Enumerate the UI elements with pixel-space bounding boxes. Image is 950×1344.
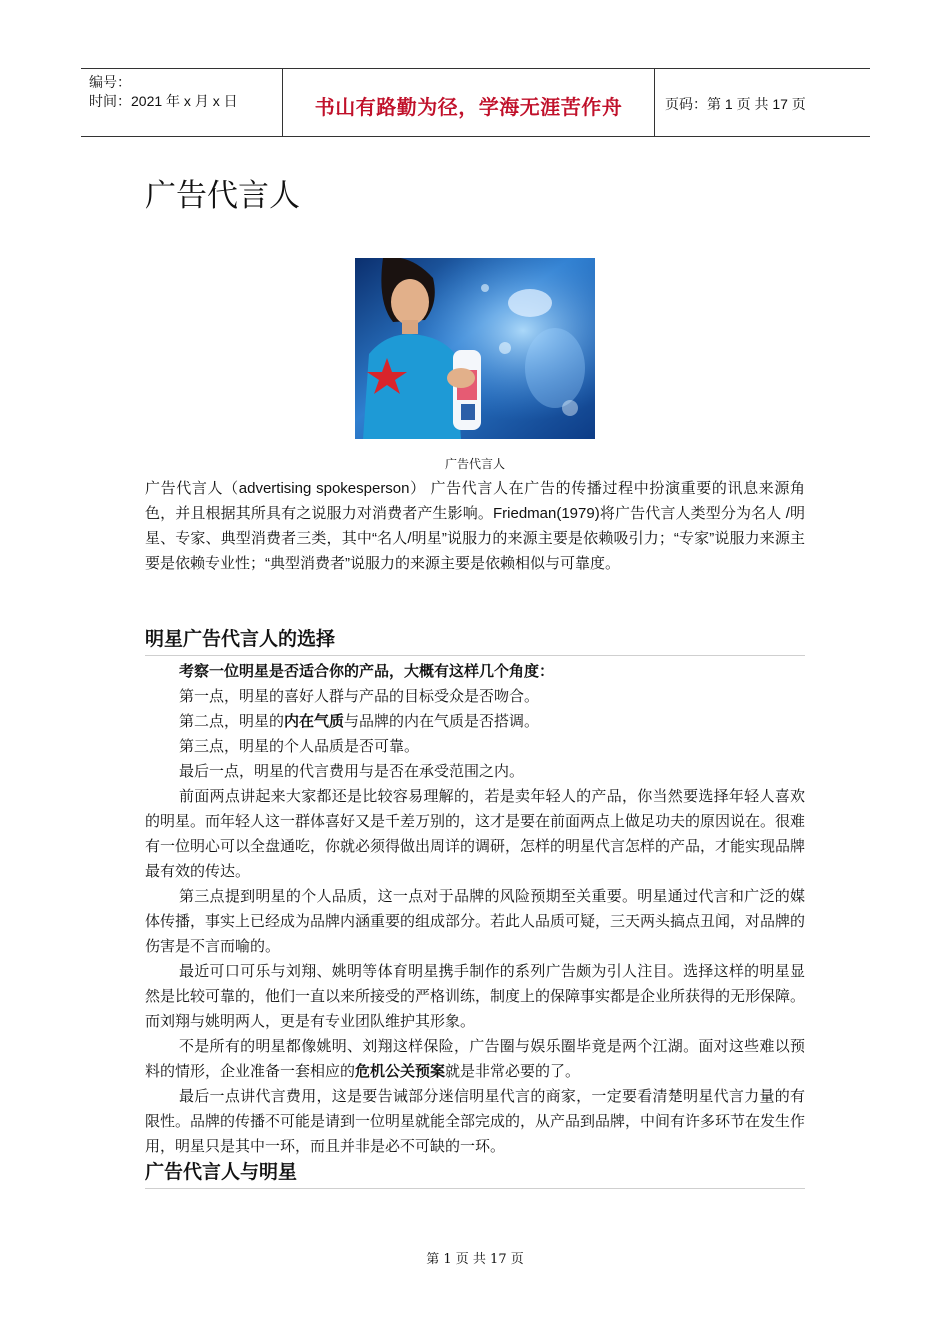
spokesperson-photo [355,258,595,439]
document-date-label: 时间：2021 年 x 月 x 日 [89,93,238,109]
body-paragraph: 最后一点讲代言费用，这是要告诫部分迷信明星代言的商家，一定要看清楚明星代言力量的有限性。品牌的传播不可能是请到一位明星就能全部完成的，从产品到品牌，中间有许多环节在发生作用，明星只是其中一环，而且并非是必不可缺的一环。 [145,1087,806,1155]
section-body [145,659,805,1159]
document-header [81,68,870,137]
body-paragraph: 前面两点讲起来大家都还是比较容易理解的，若是卖年轻人的产品，你当然要选择年轻人喜欢的明星。而年轻人这一群体喜好又是千差万别的，这才是要在前面两点上做足功夫的原因说在。很难有一位明心可以全盘通吃，你就必须得做出周详的调研，怎样的明星代言怎样的产品，才能实现品牌最有效的传达。 [145,787,806,880]
text-run: 与品牌的内在气质是否搭调。 [344,712,540,730]
header-meta-cell [81,69,283,136]
header-motto: 书山有路勤为径，学海无涯苦作舟 [314,95,623,119]
section-heading-celebrity-selection: 明星广告代言人的选择 [145,624,805,656]
bold-keyword: 危机公关预案 [355,1062,446,1080]
text-run: 就是非常必要的了。 [445,1062,581,1080]
criteria-item [145,709,805,734]
criteria-item: 第一点，明星的喜好人群与产品的目标受众是否吻合。 [179,687,540,705]
section-heading-spokesperson-and-celebrity: 广告代言人与明星 [145,1157,805,1189]
header-page-cell [655,69,870,136]
text-run: 不是所有的明星都像姚明、刘翔这样保险，广告圈与娱乐圈毕竟是两个江湖。面对这些难以预料的情形，企业准备一套相应的 [145,1037,805,1080]
intro-paragraph: 广告代言人（advertising spokesperson） 广告代言人在广告的传播过程中扮演重要的讯息来源角色，并且根据其所具有之说服力对消费者产生影响。Friedman(1979)将广告代言人类型分为名人 /明星、专家、典型消费者三类，其中“名人/明星”说服力的来源主要是依赖吸引力；“专家”说服力来源主要是依赖专业性；“典型消费者”说服力的来源主要是依赖相似与可靠度。 [145,480,805,572]
document-title: 广告代言人 [145,178,300,214]
page-footer: 第 1 页 共 17 页 [426,1252,524,1267]
body-paragraph: 最近可口可乐与刘翔、姚明等体育明星携手制作的系列广告颇为引人注目。选择这样的明星显然是比较可靠的，他们一直以来所接受的严格训练，制度上的保障事实都是企业所获得的无形保障。而刘翔与姚明两人，更是有专业团队维护其形象。 [145,962,806,1030]
document-number-label: 编号： [89,74,131,90]
criteria-item: 最后一点，明星的代言费用与是否在承受范围之内。 [179,762,525,780]
body-paragraph: 第三点提到明星的个人品质，这一点对于品牌的风险预期至关重要。明星通过代言和广泛的媒体传播，事实上已经成为品牌内涵重要的组成部分。若此人品质可疑，三天两头搞点丑闻，对品牌的伤害是不言而喻的。 [145,887,806,955]
criteria-item: 第三点，明星的个人品质是否可靠。 [179,737,420,755]
header-page-label: 页码：第 1 页 共 17 页 [665,96,806,112]
bold-keyword: 内在气质 [284,712,345,730]
body-paragraph [145,1034,805,1084]
header-motto-cell [283,69,655,136]
figure-caption: 广告代言人 [444,457,505,471]
text-run: 第二点，明星的 [179,712,285,730]
section-lead: 考察一位明星是否适合你的产品，大概有这样几个角度： [179,662,555,680]
